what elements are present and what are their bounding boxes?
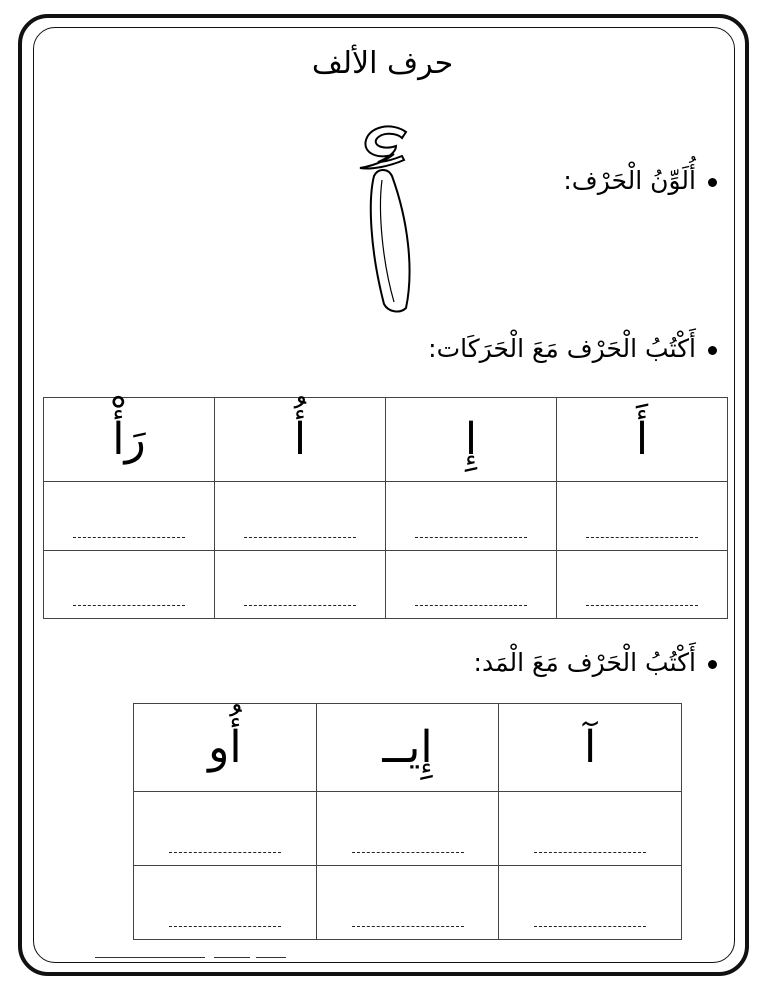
writing-line [586, 605, 698, 606]
instruction-color-text: أُلَوِّنُ الْحَرْف: [563, 166, 696, 195]
writing-line [352, 926, 464, 927]
writing-cell[interactable] [316, 866, 499, 940]
instruction-harakat [428, 334, 717, 363]
writing-line [534, 926, 646, 927]
harakat-header-damma: أُ [215, 398, 386, 482]
writing-cell[interactable] [386, 482, 557, 551]
writing-line [169, 852, 281, 853]
madd-header-alif: آ [499, 704, 682, 792]
writing-cell[interactable] [44, 551, 215, 619]
writing-cell[interactable] [44, 482, 215, 551]
writing-cell[interactable] [134, 866, 317, 940]
page-title: حرف الألف [311, 46, 454, 81]
writing-cell[interactable] [386, 551, 557, 619]
writing-line [415, 537, 527, 538]
writing-cell[interactable] [499, 866, 682, 940]
writing-cell[interactable] [215, 482, 386, 551]
harakat-header-fatha: أَ [557, 398, 728, 482]
footer-line [95, 957, 205, 958]
writing-line [415, 605, 527, 606]
writing-line [73, 537, 185, 538]
writing-cell[interactable] [316, 792, 499, 866]
footer-line [256, 957, 286, 958]
writing-cell[interactable] [499, 792, 682, 866]
bullet-dot [708, 660, 717, 669]
writing-line [169, 926, 281, 927]
writing-cell[interactable] [557, 482, 728, 551]
madd-table [133, 703, 682, 940]
bullet-dot [708, 346, 717, 355]
madd-header-ya: إِيــ [316, 704, 499, 792]
instruction-madd-text: أَكْتُبُ الْحَرْف مَعَ الْمَد: [473, 648, 696, 677]
writing-line [73, 605, 185, 606]
madd-header-waw: أُو [134, 704, 317, 792]
harakat-header-kasra: إِ [386, 398, 557, 482]
writing-cell[interactable] [557, 551, 728, 619]
instruction-color [563, 166, 717, 195]
bullet-dot [708, 178, 717, 187]
instruction-madd [474, 648, 717, 677]
harakat-header-sukun: رَأْ [44, 398, 215, 482]
outlined-letter-alif-hamza[interactable] [344, 120, 424, 316]
writing-line [244, 537, 356, 538]
writing-line [586, 537, 698, 538]
footer-line [214, 957, 250, 958]
writing-line [352, 852, 464, 853]
writing-line [244, 605, 356, 606]
writing-cell[interactable] [134, 792, 317, 866]
harakat-table [43, 397, 728, 619]
writing-line [534, 852, 646, 853]
writing-cell[interactable] [215, 551, 386, 619]
instruction-harakat-text: أَكْتُبُ الْحَرْف مَعَ الْحَرَكَات: [428, 334, 696, 363]
